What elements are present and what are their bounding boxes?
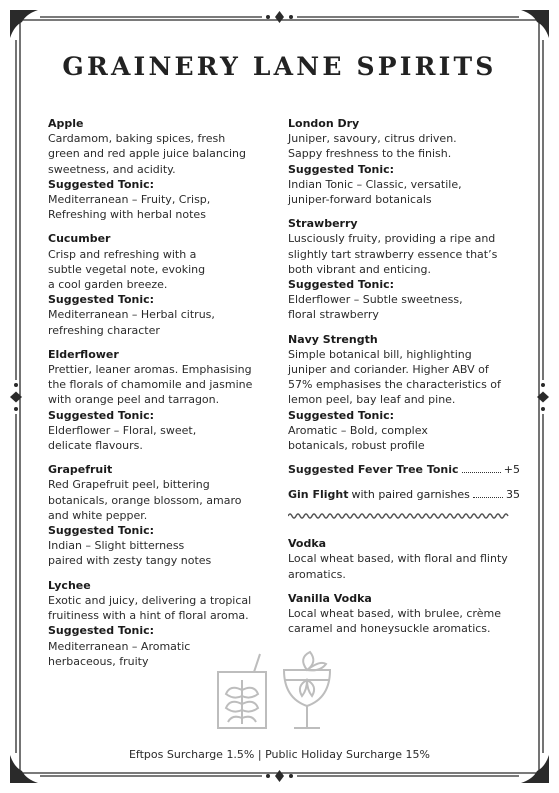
menu-item [288, 536, 520, 582]
suggested-tonic-line: paired with zesty tangy notes [48, 554, 212, 568]
item-name: Lychee [48, 578, 91, 592]
suggested-tonic-line: Elderflower – Floral, sweet, [48, 423, 197, 437]
suggested-tonic-line: Mediterranean – Fruity, Crisp, [48, 193, 211, 207]
item-description-line: slightly tart strawberry essence that’s [288, 247, 498, 261]
price-row-label: Suggested Fever Tree Tonic [288, 463, 459, 477]
item-description-line: green and red apple juice balancing [48, 147, 246, 161]
menu-item [48, 347, 284, 453]
suggested-tonic-line: floral strawberry [288, 308, 379, 322]
item-description-line: botanicals, orange blossom, amaro [48, 493, 242, 507]
menu-item [288, 332, 520, 454]
price-row [288, 462, 520, 477]
item-description-line: Crisp and refreshing with a [48, 247, 197, 261]
item-description-line: Cardamom, baking spices, fresh [48, 132, 226, 146]
item-description-line: juniper and coriander. Higher ABV of [288, 363, 489, 377]
item-description-line: Lusciously fruity, providing a ripe and [288, 232, 496, 246]
item-description-line: 57% emphasises the characteristics of [288, 378, 501, 392]
menu-item [48, 116, 284, 222]
item-description-line: lemon peel, bay leaf and pine. [288, 393, 456, 407]
menu-item [288, 116, 520, 207]
item-name: Strawberry [288, 217, 358, 231]
right-gin-list [288, 116, 520, 453]
surcharge-footer: Eftpos Surcharge 1.5% | Public Holiday Surcharge 15% [128, 748, 430, 761]
dot-leader [462, 463, 501, 473]
suggested-tonic-label: Suggested Tonic: [288, 162, 395, 176]
item-description-line: and white pepper. [48, 508, 148, 522]
item-description-line: Prettier, leaner aromas. Emphasising [48, 363, 252, 377]
suggested-tonic-line: Mediterranean – Herbal citrus, [48, 308, 215, 322]
item-description-line: the florals of chamomile and jasmine [48, 378, 253, 392]
suggested-tonic-line: botanicals, robust profile [288, 439, 425, 453]
item-description-line: a cool garden breeze. [48, 278, 168, 292]
item-description-line: with orange peel and tarragon. [48, 393, 220, 407]
item-name: Cucumber [48, 232, 111, 246]
item-description-line: Exotic and juicy, delivering a tropical [48, 593, 252, 607]
menu-item [288, 216, 520, 322]
suggested-tonic-label: Suggested Tonic: [48, 293, 155, 307]
item-name: Grapefruit [48, 463, 113, 477]
price-row-label: Gin Flight [288, 488, 349, 502]
suggested-tonic-line: Indian – Slight bitterness [48, 539, 185, 553]
left-menu-column [48, 116, 284, 678]
item-name: London Dry [288, 117, 360, 130]
suggested-tonic-line: delicate flavours. [48, 439, 143, 453]
corner-ornament-tr [521, 10, 549, 38]
suggested-tonic-label: Suggested Tonic: [48, 524, 155, 538]
item-description-line: Local wheat based, with brulee, crème [288, 607, 501, 621]
item-name: Vanilla Vodka [288, 591, 372, 605]
item-description-line: subtle vegetal note, evoking [48, 262, 206, 276]
item-description-line: Sappy freshness to the finish. [288, 147, 452, 161]
suggested-tonic-line: Mediterranean – Aromatic [48, 639, 191, 653]
item-description-line: Red Grapefruit peel, bittering [48, 478, 210, 492]
corner-ornament-tl [10, 10, 38, 38]
wave-divider [288, 512, 510, 520]
suggested-tonic-line: herbaceous, fruity [48, 654, 149, 668]
suggested-tonic-line: Indian Tonic – Classic, versatile, [288, 177, 462, 191]
suggested-tonic-line: juniper-forward botanicals [288, 193, 432, 207]
cocktail-glasses-illustration [214, 650, 334, 732]
suggested-tonic-label: Suggested Tonic: [48, 408, 155, 422]
price-row [288, 487, 520, 502]
item-description-line: sweetness, and acidity. [48, 162, 176, 176]
price-value: 35 [506, 488, 520, 502]
suggested-tonic-line: Refreshing with herbal notes [48, 208, 206, 222]
suggested-tonic-line: Elderflower – Subtle sweetness, [288, 293, 463, 307]
page-title: GRAINERY LANE SPIRITS [62, 52, 497, 81]
price-value: +5 [503, 463, 520, 477]
right-menu-column [288, 116, 520, 645]
item-description-line: fruitiness with a hint of floral aroma. [48, 609, 249, 623]
price-list [288, 462, 520, 502]
suggested-tonic-label: Suggested Tonic: [48, 624, 155, 638]
item-description-line: Juniper, savoury, citrus driven. [288, 132, 457, 146]
dot-leader [473, 488, 503, 498]
vodka-list [288, 536, 520, 636]
suggested-tonic-label: Suggested Tonic: [288, 408, 395, 422]
item-name: Vodka [288, 537, 327, 551]
item-description-line: both vibrant and enticing. [288, 262, 431, 276]
item-description-line: aromatics. [288, 567, 346, 581]
menu-item [288, 591, 520, 637]
menu-item [48, 231, 284, 337]
item-description-line: Local wheat based, with floral and flinty [288, 552, 508, 566]
item-name: Apple [48, 117, 84, 130]
suggested-tonic-line: refreshing character [48, 323, 160, 337]
item-description-line: Simple botanical bill, highlighting [288, 347, 472, 361]
menu-item [48, 462, 284, 568]
suggested-tonic-label: Suggested Tonic: [288, 278, 395, 292]
item-name: Navy Strength [288, 332, 378, 346]
item-description-line: caramel and honeysuckle aromatics. [288, 622, 491, 636]
item-name: Elderflower [48, 347, 119, 361]
suggested-tonic-line: Aromatic – Bold, complex [288, 423, 428, 437]
price-row-suffix: with paired garnishes [351, 488, 470, 502]
suggested-tonic-label: Suggested Tonic: [48, 177, 155, 191]
